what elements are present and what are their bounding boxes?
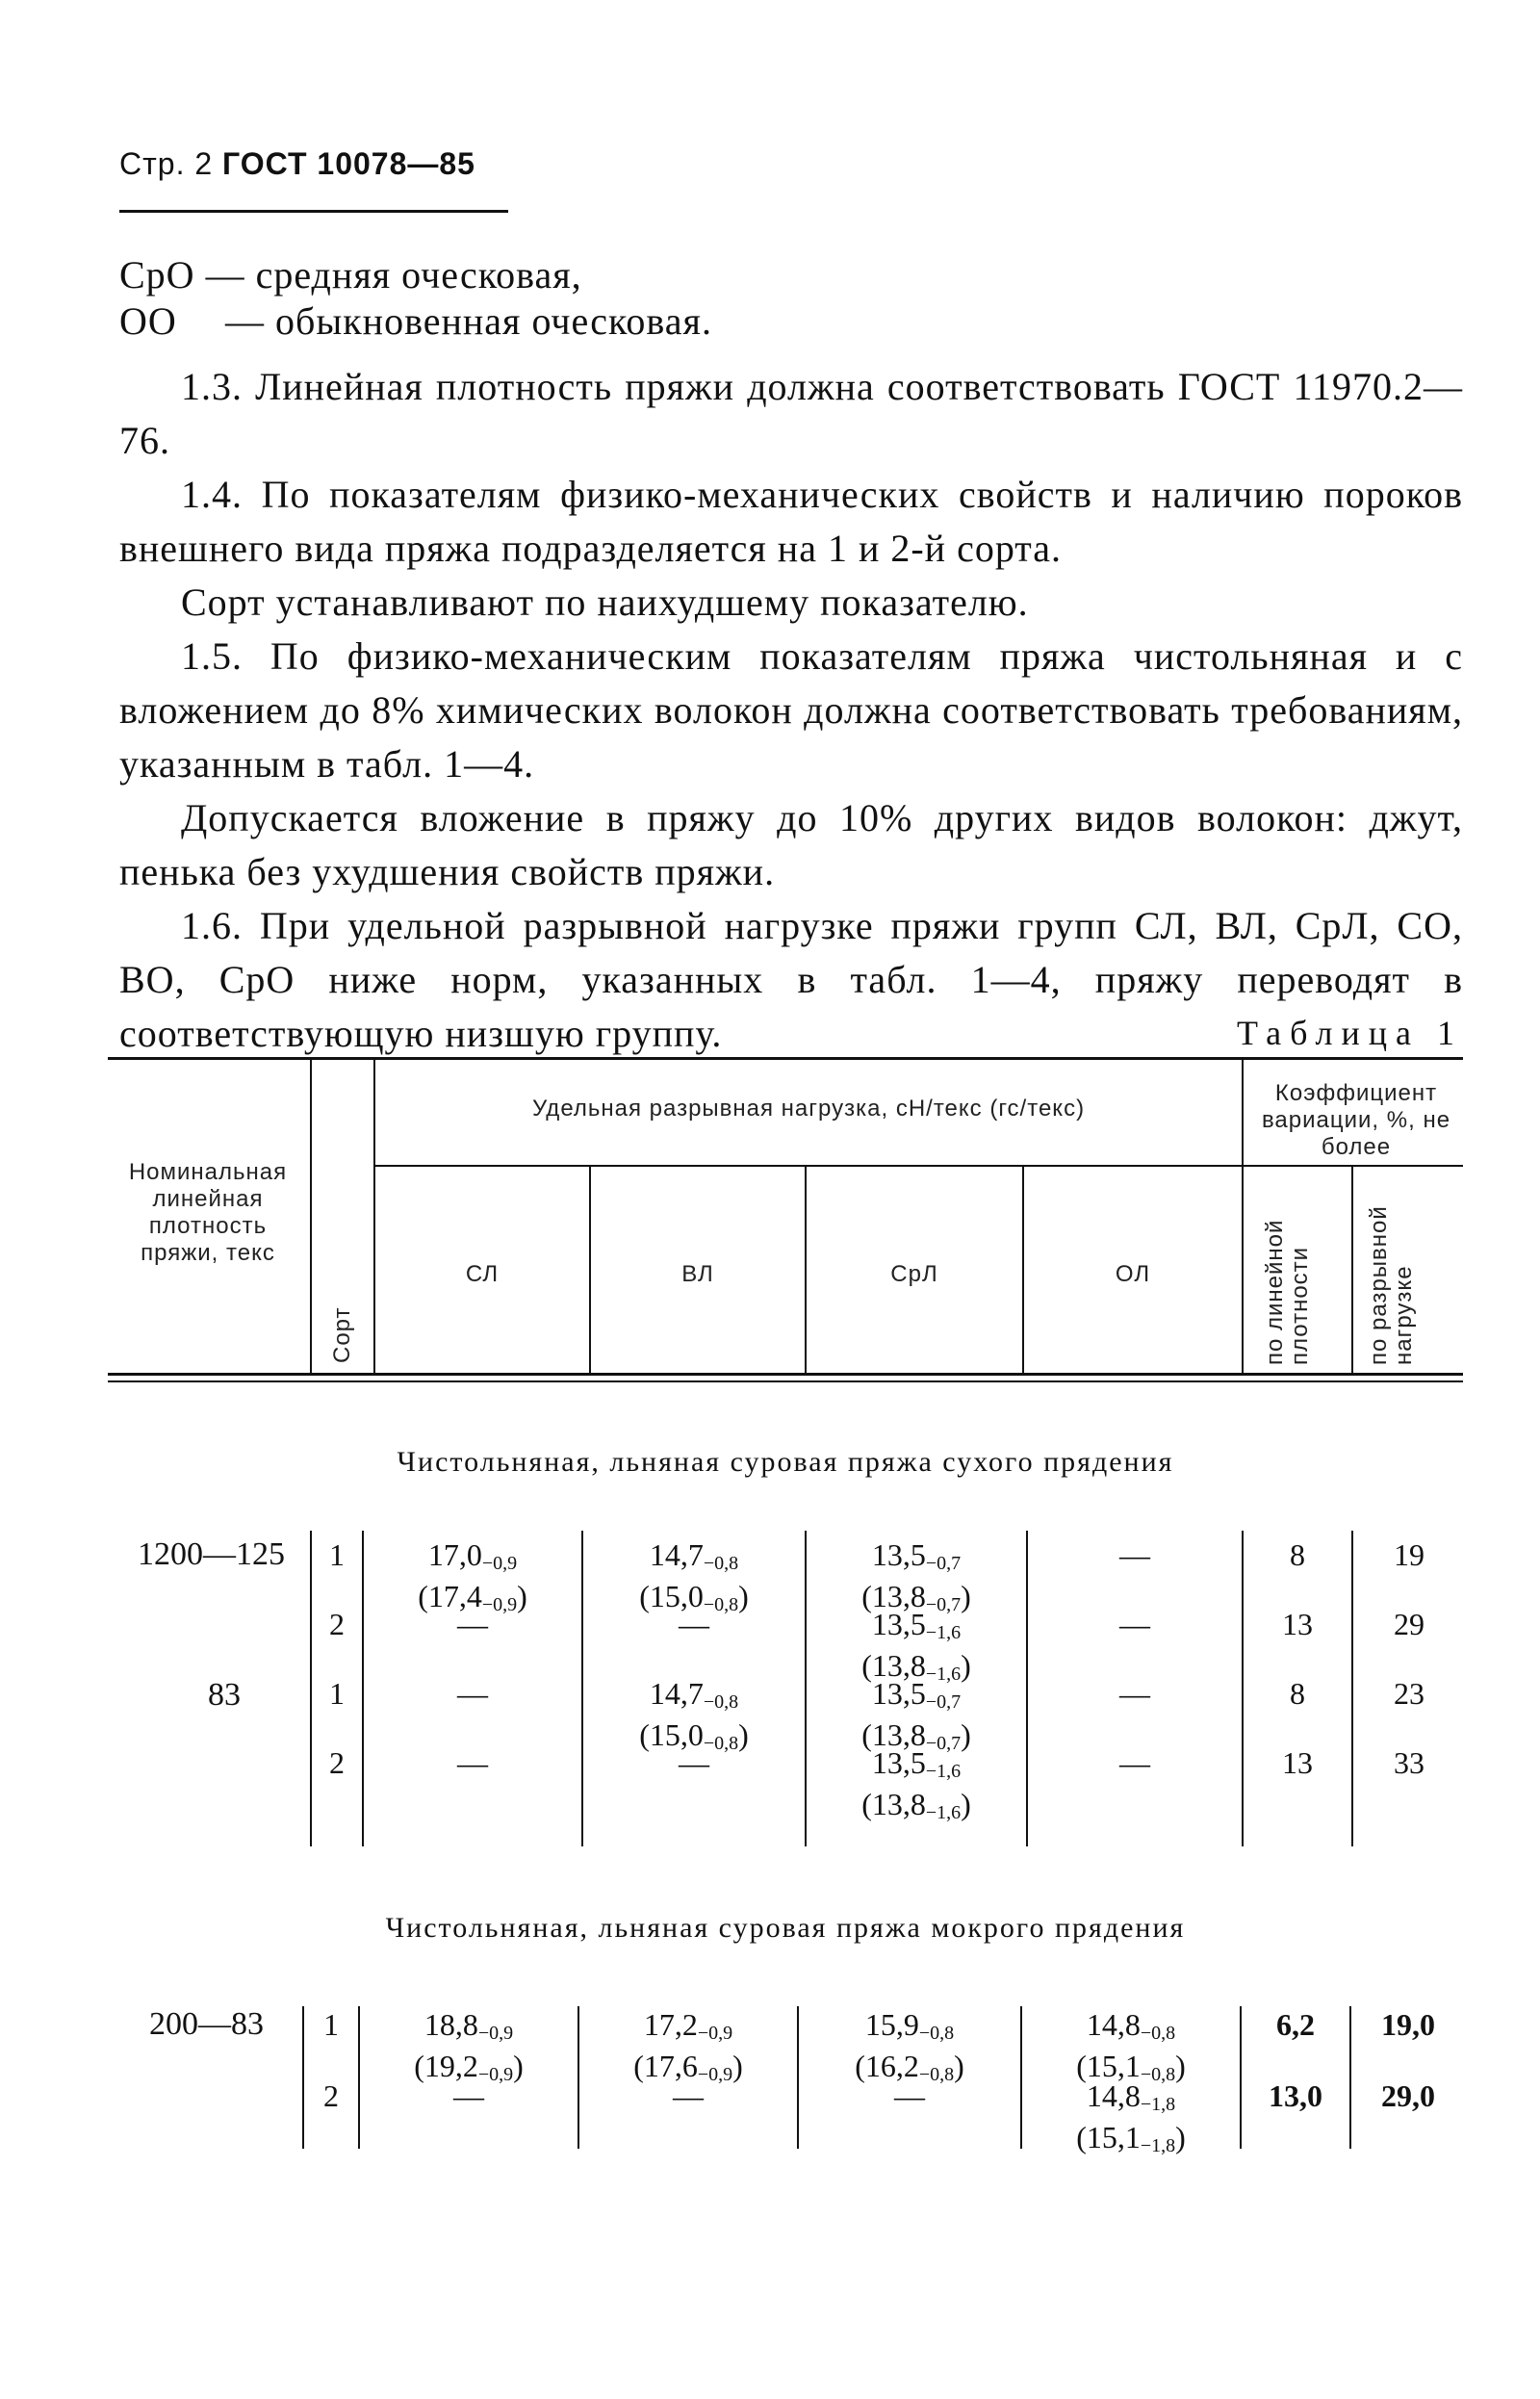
cell-sort: 2: [329, 1607, 345, 1641]
header-cv-load: по разрывной нагрузке: [1366, 1205, 1417, 1365]
col-divider: [310, 1059, 312, 1373]
cell-srl: $13,5_{-1,6}$ $(13,8_{-1,6})$: [861, 1607, 971, 1685]
cell-cv1: 13,0: [1269, 2078, 1322, 2113]
cell-cv2: 29: [1394, 1607, 1424, 1641]
cell-sl: $17,0_{-0,9}$ $(17,4_{-0,9})$: [418, 1537, 527, 1615]
cell-sort: 1: [329, 1537, 345, 1572]
col-divider: [589, 1165, 591, 1373]
cell-srl: $15,9_{-0,8}$ $(16,2_{-0,8})$: [855, 2007, 964, 2085]
section-title: Чистольняная, льняная суровая пряжа мокрого прядения: [385, 1912, 1186, 1944]
col-divider: [1351, 1165, 1353, 1373]
cell-sort: 2: [329, 1745, 345, 1780]
cell-vl: —: [679, 1745, 709, 1780]
cell-cv1: 8: [1290, 1537, 1305, 1572]
col-divider: [373, 1059, 375, 1373]
abbrev-text: — средняя оческовая,: [205, 253, 582, 297]
page-header: [119, 146, 475, 182]
paragraph: 1.6. При удельной разрывной нагрузке пряжи групп СЛ, ВЛ, СрЛ, СО, ВО, СрО ниже норм, указанных в табл. 1—4, пряжу переводят в соответствующую низшую группу.: [119, 904, 1463, 1055]
header-cv-density: по линейной плотности: [1262, 1219, 1313, 1365]
cell-vl: —: [673, 2078, 704, 2113]
cell-srl: $13,5_{-0,7}$ $(13,8_{-0,7})$: [861, 1537, 971, 1615]
data-divider: [310, 1531, 312, 1846]
table-header-bottom-rule: [108, 1373, 1463, 1376]
data-divider: [578, 2006, 579, 2149]
abbrev-item: [119, 298, 712, 344]
cell-ol: $14,8_{-0,8}$ $(15,1_{-0,8})$: [1076, 2007, 1186, 2085]
cell-sl: —: [457, 1676, 488, 1711]
cell-vl: $17,2_{-0,9}$ $(17,6_{-0,9})$: [633, 2007, 743, 2085]
standard-code: ГОСТ 10078—85: [222, 146, 475, 181]
cell-sl: —: [453, 2078, 484, 2113]
cell-cv2: 33: [1394, 1745, 1424, 1780]
paragraph: Допускается вложение в пряжу до 10% других видов волокон: джут, пенька без ухудшения свойств пряжи.: [119, 796, 1463, 893]
header-rule: [119, 210, 508, 213]
cell-ol: —: [1119, 1745, 1150, 1780]
header-ol: ОЛ: [1115, 1261, 1151, 1287]
cell-sort: 1: [329, 1676, 345, 1711]
cell-cv1: 6,2: [1276, 2007, 1315, 2042]
cell-srl: —: [894, 2078, 925, 2113]
cell-ol: $14,8_{-1,8}$ $(15,1_{-1,8})$: [1076, 2078, 1186, 2156]
cell-density: 83: [208, 1677, 241, 1713]
data-divider: [1026, 1531, 1028, 1846]
paragraph: 1.3. Линейная плотность пряжи должна соответствовать ГОСТ 11970.2—76.: [119, 365, 1463, 462]
cell-ol: —: [1119, 1676, 1150, 1711]
data-divider: [1242, 1531, 1244, 1846]
page-number: Стр. 2: [119, 146, 214, 181]
cell-cv1: 13: [1282, 1745, 1313, 1780]
cell-cv2: 19: [1394, 1537, 1424, 1572]
cell-sl: $18,8_{-0,9}$ $(19,2_{-0,9})$: [414, 2007, 524, 2085]
cell-density: 200—83: [149, 2006, 264, 2042]
cell-vl: $14,7_{-0,8}$ $(15,0_{-0,8})$: [639, 1676, 749, 1754]
table-title: Таблица 1: [1237, 1014, 1463, 1052]
cell-cv2: 29,0: [1381, 2078, 1435, 2113]
cell-cv1: 13: [1282, 1607, 1313, 1641]
paragraph: Сорт устанавливают по наихудшему показателю.: [181, 580, 1029, 624]
cell-vl: $14,7_{-0,8}$ $(15,0_{-0,8})$: [639, 1537, 749, 1615]
header-sort: Сорт: [329, 1306, 355, 1363]
table-header-bottom-rule-2: [108, 1380, 1463, 1382]
data-divider: [358, 2006, 360, 2149]
cell-sl: —: [457, 1607, 488, 1641]
data-divider: [1349, 2006, 1351, 2149]
paragraph: 1.5. По физико-механическим показателям пряжа чистольняная и с вложением до 8% химических волокон должна соответствовать требованиям, указанным в табл. 1—4.: [119, 634, 1463, 786]
cell-srl: $13,5_{-0,7}$ $(13,8_{-0,7})$: [861, 1676, 971, 1754]
header-density: Номинальная линейная плотность пряжи, текс: [128, 1159, 288, 1266]
body-text: [119, 360, 1463, 1061]
cell-vl: —: [679, 1607, 709, 1641]
cell-sl: —: [457, 1745, 488, 1780]
cell-cv2: 23: [1394, 1676, 1424, 1711]
cell-srl: $13,5_{-1,6}$ $(13,8_{-1,6})$: [861, 1745, 971, 1823]
cell-ol: —: [1119, 1537, 1150, 1572]
abbrev-item: [119, 252, 582, 297]
col-divider: [1022, 1165, 1024, 1373]
data-divider: [797, 2006, 799, 2149]
header-sl: СЛ: [465, 1261, 500, 1287]
paragraph: 1.4. По показателям физико-механических свойств и наличию пороков внешнего вида пряжа подразделяется на 1 и 2-й сорта.: [119, 473, 1463, 570]
abbrev-code: СрО: [119, 253, 195, 297]
cell-sort: 2: [323, 2078, 339, 2113]
data-divider: [1020, 2006, 1022, 2149]
data-divider: [805, 1531, 807, 1846]
header-cv-group: Коэффициент вариации, %, не более: [1261, 1080, 1451, 1160]
subheader-rule: [373, 1165, 1463, 1167]
cell-density: 1200—125: [138, 1536, 285, 1572]
cell-sort: 1: [323, 2007, 339, 2042]
cell-ol: —: [1119, 1607, 1150, 1641]
data-divider: [1240, 2006, 1242, 2149]
data-divider: [302, 2006, 304, 2149]
abbrev-code: ОО: [119, 299, 177, 343]
header-srl: СрЛ: [890, 1261, 938, 1287]
section-title: Чистольняная, льняная суровая пряжа сухого прядения: [397, 1446, 1174, 1478]
cell-cv2: 19,0: [1381, 2007, 1435, 2042]
data-divider: [1351, 1531, 1353, 1846]
data-divider: [362, 1531, 364, 1846]
header-vl: ВЛ: [681, 1261, 714, 1287]
cell-cv1: 8: [1290, 1676, 1305, 1711]
col-divider: [805, 1165, 807, 1373]
data-divider: [581, 1531, 583, 1846]
header-load-group: Удельная разрывная нагрузка, сН/текс (гс/текс): [531, 1096, 1086, 1122]
col-divider: [1242, 1059, 1244, 1373]
abbrev-text: — обыкновенная оческовая.: [225, 299, 712, 343]
